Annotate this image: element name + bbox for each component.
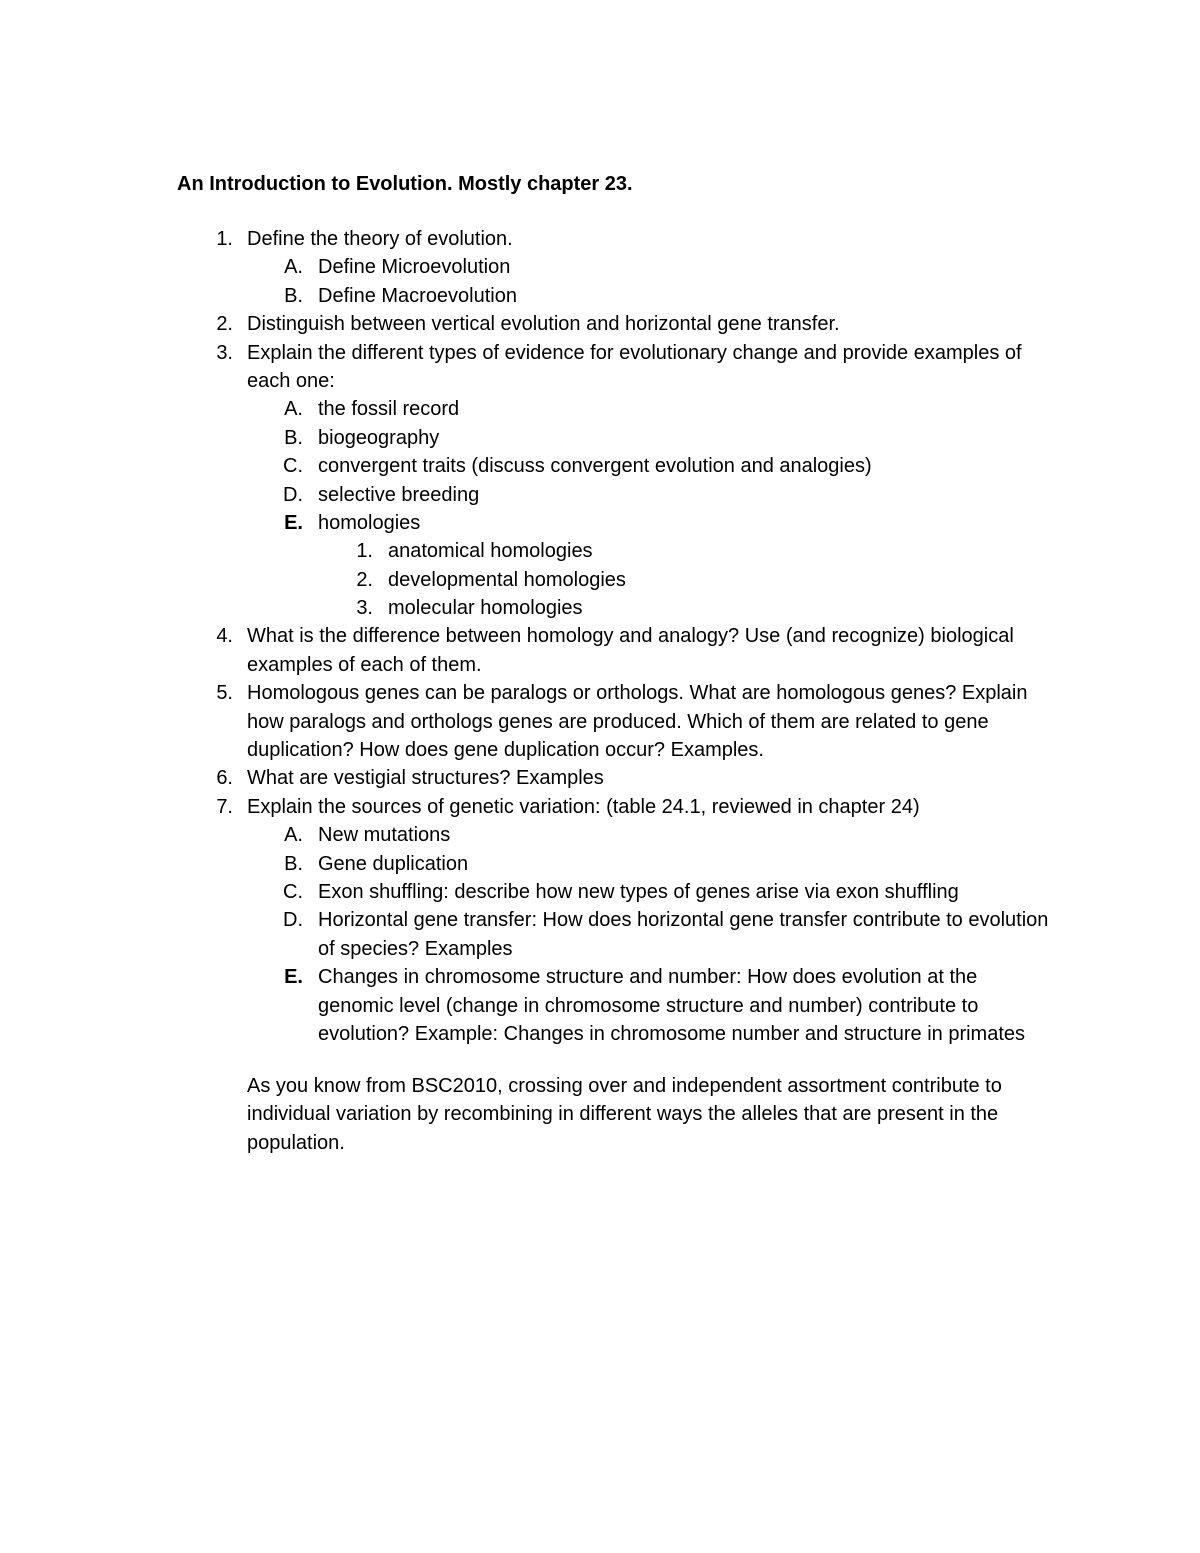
list-marker: 2. bbox=[216, 313, 233, 336]
list-item-text: What is the difference between homology and analogy? Use (and recognize) biological bbox=[247, 625, 1014, 648]
list-marker: D. bbox=[283, 909, 303, 932]
list-item-text: Explain the different types of evidence for evolutionary change and provide examples of bbox=[247, 341, 1022, 364]
list-item-text: examples of each of them. bbox=[247, 653, 482, 676]
list-marker: B. bbox=[284, 426, 303, 449]
list-item-text: convergent traits (discuss convergent evolution and analogies) bbox=[318, 455, 872, 478]
list-item bbox=[0, 622, 1200, 650]
list-item-text: Distinguish between vertical evolution and horizontal gene transfer. bbox=[247, 313, 840, 336]
list-item-text: Explain the sources of genetic variation: (table 24.1, reviewed in chapter 24) bbox=[247, 795, 920, 818]
list-item bbox=[0, 679, 1200, 707]
paragraph-line: individual variation by recombining in different ways the alleles that are present in the bbox=[247, 1103, 999, 1126]
list-marker: 3. bbox=[216, 341, 233, 364]
list-marker: A. bbox=[284, 824, 303, 847]
list-marker: C. bbox=[283, 880, 303, 903]
document-title: An Introduction to Evolution. Mostly chapter 23. bbox=[177, 173, 633, 195]
list-item bbox=[0, 1020, 1200, 1048]
list-item-text: Define the theory of evolution. bbox=[247, 228, 513, 250]
list-item bbox=[0, 821, 1200, 849]
list-item bbox=[0, 225, 1200, 253]
list-marker: B. bbox=[284, 284, 303, 307]
list-item bbox=[0, 963, 1200, 991]
list-item-text: Define Macroevolution bbox=[318, 284, 517, 307]
list-marker: E. bbox=[284, 511, 303, 534]
list-item bbox=[0, 310, 1200, 338]
list-item-text: of species? Examples bbox=[318, 937, 513, 960]
list-item-text: the fossil record bbox=[318, 398, 460, 421]
list-marker: 7. bbox=[216, 795, 233, 818]
list-marker: A. bbox=[284, 256, 303, 279]
paragraph-line: population. bbox=[247, 1131, 345, 1154]
closing-paragraph bbox=[247, 1072, 1007, 1157]
list-item-text: duplication? How does gene duplication occur? Examples. bbox=[247, 739, 764, 762]
list-item bbox=[0, 992, 1200, 1020]
list-item-text: Exon shuffling: describe how new types of genes arise via exon shuffling bbox=[318, 880, 959, 903]
list-item bbox=[0, 253, 1200, 281]
list-item bbox=[0, 424, 1200, 452]
list-item-text: anatomical homologies bbox=[388, 540, 593, 563]
list-item-text: genomic level (change in chromosome structure and number) contribute to bbox=[318, 994, 979, 1017]
list-item-text: Define Microevolution bbox=[318, 256, 511, 279]
list-marker: B. bbox=[284, 852, 303, 875]
list-marker: 1. bbox=[356, 540, 373, 563]
list-item bbox=[0, 481, 1200, 509]
list-marker: 4. bbox=[216, 625, 233, 648]
list-item-text: how paralogs and orthologs genes are produced. Which of them are related to gene bbox=[247, 710, 989, 733]
list-item bbox=[0, 566, 1200, 594]
list-item-text: New mutations bbox=[318, 824, 451, 847]
list-item-text: biogeography bbox=[318, 426, 440, 449]
list-item bbox=[0, 282, 1200, 310]
list-marker: A. bbox=[284, 398, 303, 421]
list-item-text: Gene duplication bbox=[318, 852, 469, 875]
list-item-text: selective breeding bbox=[318, 483, 480, 506]
list-item bbox=[0, 339, 1200, 367]
list-item-text: developmental homologies bbox=[388, 568, 626, 591]
list-item bbox=[0, 850, 1200, 878]
list-item bbox=[0, 878, 1200, 906]
list-item-text: homologies bbox=[318, 511, 421, 534]
list-item-text: Horizontal gene transfer: How does horizontal gene transfer contribute to evolution bbox=[318, 909, 1049, 932]
list-marker: 5. bbox=[216, 682, 233, 705]
list-item bbox=[0, 906, 1200, 934]
list-marker: 6. bbox=[216, 767, 233, 790]
list-item-text: Homologous genes can be paralogs or orthologs. What are homologous genes? Explain bbox=[247, 682, 1028, 705]
list-item bbox=[0, 708, 1200, 736]
question-outline bbox=[0, 225, 1200, 1048]
list-item bbox=[0, 594, 1200, 622]
list-item bbox=[0, 395, 1200, 423]
list-item-text: Changes in chromosome structure and number: How does evolution at the bbox=[318, 966, 978, 989]
list-item bbox=[0, 509, 1200, 537]
list-item-text: each one: bbox=[247, 369, 335, 392]
list-marker: E. bbox=[284, 966, 303, 989]
list-marker: 3. bbox=[356, 597, 373, 620]
list-marker: D. bbox=[283, 483, 303, 506]
paragraph-line: As you know from BSC2010, crossing over and independent assortment contribute to bbox=[247, 1075, 1002, 1097]
list-item bbox=[0, 793, 1200, 821]
list-item bbox=[0, 452, 1200, 480]
list-item-text: What are vestigial structures? Examples bbox=[247, 767, 604, 790]
list-item-text: molecular homologies bbox=[388, 597, 583, 620]
list-item bbox=[0, 537, 1200, 565]
list-item bbox=[0, 367, 1200, 395]
list-item bbox=[0, 935, 1200, 963]
list-item bbox=[0, 651, 1200, 679]
list-marker: C. bbox=[283, 455, 303, 478]
list-marker: 1. bbox=[216, 228, 233, 250]
list-item-text: evolution? Example: Changes in chromosome number and structure in primates bbox=[318, 1022, 1026, 1045]
list-marker: 2. bbox=[356, 568, 373, 591]
list-item bbox=[0, 764, 1200, 792]
list-item bbox=[0, 736, 1200, 764]
